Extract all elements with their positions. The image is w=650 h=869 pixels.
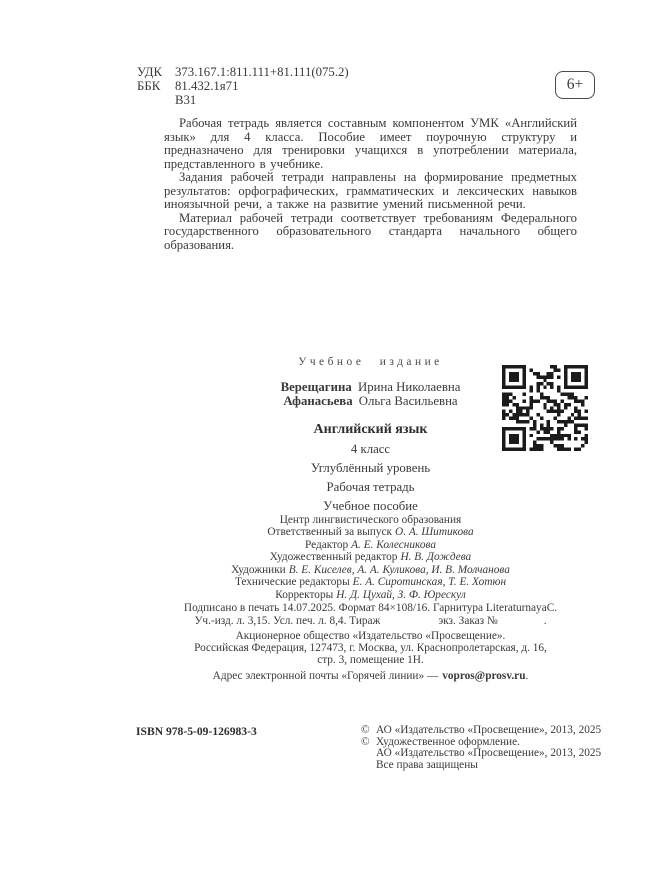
- udk-label: УДК: [137, 65, 163, 79]
- bbk-value: 81.432.1я71: [175, 79, 239, 93]
- edition-kind-line: Учебное пособие: [323, 498, 418, 513]
- book-title: Английский язык: [313, 421, 428, 437]
- credit-role: Корректоры: [275, 588, 334, 601]
- author-given-names: Ольга Васильевна: [358, 393, 458, 408]
- bibliographic-codes: [137, 65, 349, 107]
- print-info-line2: [164, 615, 577, 628]
- credit-names: Н. В. Дождева: [400, 551, 472, 564]
- publisher-name-line: Акционерное общество «Издательство «Просвещение».: [235, 630, 506, 642]
- credit-names: О. А. Шитикова: [395, 526, 474, 539]
- print-info-block: [164, 602, 577, 628]
- author-surname: Афанасьева: [283, 393, 353, 408]
- credit-line: [164, 526, 577, 538]
- level-line: Углублённый уровень: [310, 460, 431, 475]
- annotation-paragraph: Материал рабочей тетради соответствует требованиям Федерального государственного образовательного стандарта начального общего образования.: [164, 210, 577, 252]
- email-prefix: Адрес электронной почты «Горячей линии» —: [212, 670, 439, 682]
- credit-names: А. Е. Колесникова: [351, 538, 437, 551]
- credit-role: Ответственный за выпуск: [267, 526, 393, 539]
- publisher-block: [164, 631, 577, 666]
- copyright-block: [361, 725, 601, 771]
- credit-names: Н. Д. Цухай, З. Ф. Юрескул: [336, 588, 466, 601]
- credit-names: В. Е. Киселев, А. А. Куликова, И. В. Молчанова: [288, 563, 510, 576]
- annotation-paragraph: Рабочая тетрадь является составным компонентом УМК «Английский язык» для 4 класса. Пособие имеет поурочную структуру и предназначено для тренировки учащихся в употреблении материала, представленного в учебнике.: [164, 116, 577, 171]
- bbk-label: ББК: [137, 79, 161, 93]
- credits-center-line: Центр лингвистического образования: [279, 514, 462, 526]
- series-line: Рабочая тетрадь: [326, 479, 415, 494]
- credit-names: Е. А. Сиротинская, Т. Е. Хотюн: [352, 576, 507, 589]
- publisher-address-line2: стр. 3, помещение 1Н.: [317, 653, 424, 666]
- age-rating-badge: 6+: [555, 71, 595, 99]
- publisher-address-line: Российская Федерация, 127473, г. Москва, ул. Краснопролетарская, д. 16,: [194, 641, 547, 654]
- order-label: экз. Заказ №: [438, 615, 498, 627]
- credit-role: Технические редакторы: [234, 576, 350, 589]
- copyright-text: Художественное оформление.: [376, 735, 520, 748]
- grade-line: 4 класс: [350, 441, 391, 456]
- isbn: ISBN 978-5-09-126983-3: [136, 725, 257, 738]
- copyright-text: АО «Издательство «Просвещение», 2013, 2025: [376, 747, 602, 760]
- bbk-line: [137, 79, 349, 93]
- credit-line: [164, 539, 577, 551]
- qr-code: [502, 365, 588, 451]
- hotline-email-line: [164, 670, 577, 682]
- copyright-line: [361, 725, 601, 737]
- credit-role: Художественный редактор: [269, 551, 398, 564]
- credit-line: [164, 589, 577, 601]
- copyright-symbol: ©: [361, 735, 370, 748]
- author-surname: Верещагина: [280, 380, 352, 394]
- copyright-line: [361, 760, 601, 772]
- copyright-text: Все права защищены: [376, 758, 478, 771]
- credit-role: Редактор: [304, 538, 349, 551]
- email-period: .: [525, 670, 529, 682]
- copyright-symbol: [361, 748, 376, 760]
- credit-line: [164, 551, 577, 563]
- copyright-text: АО «Издательство «Просвещение», 2013, 2025: [376, 724, 602, 736]
- edition-type-label: Учебное издание: [298, 356, 443, 368]
- author-sign-code: В31: [175, 93, 197, 107]
- copyright-symbol: [361, 760, 376, 772]
- copyright-symbol: ©: [361, 724, 370, 736]
- credits-block: [164, 514, 577, 601]
- author-given-names: Ирина Николаевна: [357, 380, 461, 394]
- credit-role: Художники: [231, 563, 286, 576]
- udk-line: [137, 65, 349, 79]
- annotation-paragraph: Задания рабочей тетради направлены на формирование предметных результатов: орфографических, грамматических и лексических навыков иноязычной речи, а также на развитие умений письменной речи.: [164, 170, 577, 211]
- annotation-block: [164, 117, 577, 252]
- line-end-period: .: [543, 615, 547, 627]
- print-run-prefix: Уч.-изд. л. 3,15. Усл. печ. л. 8,4. Тираж: [194, 615, 381, 627]
- udk-value: 373.167.1:811.111+81.111(075.2): [175, 65, 349, 79]
- credit-line: [164, 564, 577, 576]
- print-info-line1: Подписано в печать 14.07.2025. Формат 84×108/16. Гарнитура LiteraturnayaC.: [183, 602, 558, 614]
- hotline-email: vopros@prosv.ru: [442, 670, 526, 682]
- credit-line: [164, 576, 577, 588]
